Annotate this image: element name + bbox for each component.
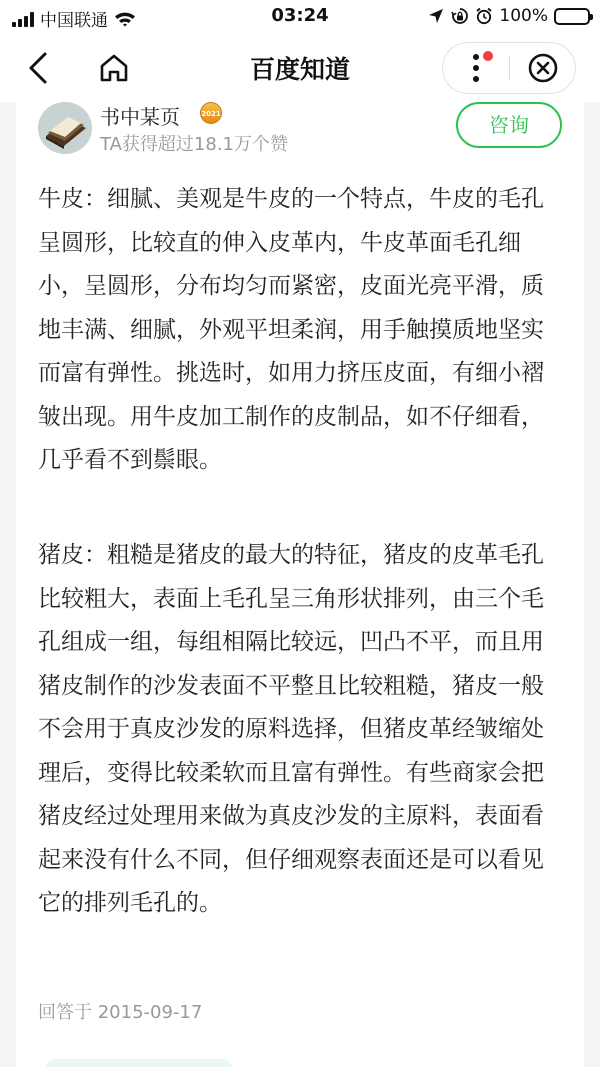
status-bar xyxy=(0,0,600,34)
answer-paragraph: 牛皮：细腻、美观是牛皮的一个特点，牛皮的毛孔呈圆形，比较直的伸入皮革内，牛皮革面毛孔细小，呈圆形，分布均匀而紧密，皮面光亮平滑，质地丰满、细腻，外观平坦柔润，用手触摸质地坚实而富有弹性。挑选时，如用力挤压皮面，有细小褶皱出现。用牛皮加工制作的皮制品，如不仔细看，几乎看不到鬃眼。 xyxy=(38,186,544,473)
home-button[interactable] xyxy=(92,48,136,88)
battery-percent: 100% xyxy=(499,6,548,26)
book-avatar-icon xyxy=(38,102,92,154)
mini-program-capsule xyxy=(442,42,576,94)
nav-bar xyxy=(0,34,600,102)
screen-lock-icon xyxy=(451,7,469,25)
year-badge: 2021 xyxy=(200,102,222,124)
consult-button[interactable]: 咨询 xyxy=(456,102,562,148)
notification-dot xyxy=(483,51,493,61)
author-stats: TA获得超过18.1万个赞 xyxy=(100,134,288,155)
author-name[interactable]: 书中某页 xyxy=(100,105,180,129)
location-arrow-icon xyxy=(427,7,445,25)
answer-card xyxy=(16,102,584,1067)
answer-date: 回答于 2015-09-17 xyxy=(38,1002,203,1023)
more-button[interactable] xyxy=(443,43,509,93)
status-time: 03:24 xyxy=(271,5,329,26)
back-arrow-icon xyxy=(27,51,49,85)
alarm-icon xyxy=(475,7,493,25)
bottom-action-button[interactable] xyxy=(46,1059,232,1067)
avatar[interactable] xyxy=(38,102,92,154)
carrier-name: 中国联通 xyxy=(40,11,108,31)
answer-paragraph: 猪皮：粗糙是猪皮的最大的特征，猪皮的皮革毛孔比较粗大，表面上毛孔呈三角形状排列，由三个毛孔组成一组，每组相隔比较远，凹凸不平，而且用猪皮制作的沙发表面不平整且比较粗糙，猪皮一般不会用于真皮沙发的原料选择，但猪皮革经皱缩处理后，变得比较柔软而且富有弹性。有些商家会把猪皮经过处理用来做为真皮沙发的主原料，表面看起来没有什么不同，但仔细观察表面还是可以看见它的排列毛孔的。 xyxy=(38,542,544,916)
battery-icon xyxy=(554,8,590,25)
status-right xyxy=(427,6,590,26)
close-circle-icon xyxy=(527,52,559,84)
home-icon xyxy=(99,53,129,83)
more-icon xyxy=(473,54,479,82)
page-title: 百度知道 xyxy=(249,55,350,84)
back-button[interactable] xyxy=(18,48,58,88)
close-button[interactable] xyxy=(510,43,576,93)
